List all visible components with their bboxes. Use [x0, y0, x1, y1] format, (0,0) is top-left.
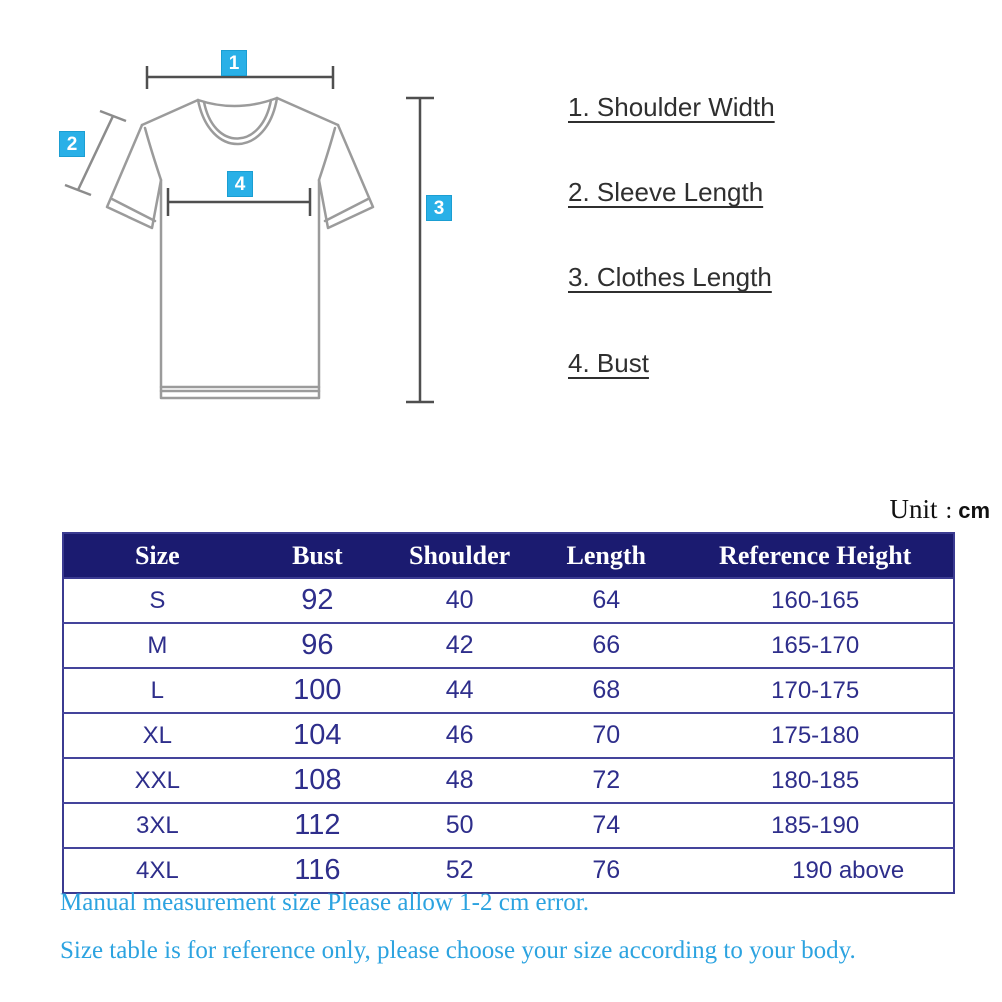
unit-separator: : — [945, 498, 953, 524]
cell-bust: 96 — [251, 623, 384, 668]
tshirt-outline — [107, 98, 373, 398]
unit-label — [740, 494, 990, 525]
header-length: Length — [566, 540, 646, 570]
measure-line-clothes-length — [406, 98, 434, 402]
cell-shoulder: 44 — [384, 668, 535, 713]
cell-height: 160-165 — [677, 578, 954, 623]
measure-badge-3: 3 — [426, 195, 452, 221]
cell-height: 180-185 — [677, 758, 954, 803]
header-size: Size — [134, 540, 180, 570]
cell-height: 190 above — [710, 848, 987, 893]
cell-bust: 92 — [251, 578, 384, 623]
cell-bust: 100 — [251, 668, 384, 713]
header-reference-height: Reference Height — [719, 540, 912, 570]
cell-height: 170-175 — [677, 668, 954, 713]
cell-length: 66 — [535, 623, 677, 668]
note-measurement-error: Manual measurement size Please allow 1-2 cm error. — [60, 889, 589, 916]
measure-badge-1: 1 — [221, 50, 247, 76]
header-shoulder: Shoulder — [409, 540, 511, 570]
cell-shoulder: 48 — [384, 758, 535, 803]
cell-shoulder: 52 — [384, 848, 535, 893]
legend-shoulder-width: 1. Shoulder Width — [568, 92, 775, 122]
unit-value: cm — [958, 498, 990, 523]
cell-height: 185-190 — [677, 803, 954, 848]
size-table — [62, 532, 955, 894]
measure-badge-2: 2 — [59, 131, 85, 157]
cell-bust: 104 — [251, 713, 384, 758]
cell-length: 74 — [535, 803, 677, 848]
cell-size: 3XL — [63, 803, 251, 848]
size-table-header — [63, 533, 954, 578]
table-row — [63, 668, 954, 713]
cell-length: 76 — [535, 848, 677, 893]
table-row — [63, 623, 954, 668]
cell-bust: 116 — [251, 848, 384, 893]
cell-size: S — [63, 578, 251, 623]
measure-badge-4: 4 — [227, 171, 253, 197]
note-reference-only: Size table is for reference only, please choose your size according to your body. — [60, 937, 856, 964]
cell-size: 4XL — [63, 848, 251, 893]
cell-shoulder: 50 — [384, 803, 535, 848]
cell-length: 70 — [535, 713, 677, 758]
unit-word: Unit — [889, 494, 938, 524]
size-table-body — [63, 578, 954, 893]
cell-length: 68 — [535, 668, 677, 713]
table-row — [63, 803, 954, 848]
header-row — [63, 533, 954, 578]
cell-bust: 112 — [251, 803, 384, 848]
cell-size: XL — [63, 713, 251, 758]
cell-height: 175-180 — [677, 713, 954, 758]
cell-height: 165-170 — [677, 623, 954, 668]
header-bust: Bust — [292, 540, 343, 570]
cell-length: 64 — [535, 578, 677, 623]
table-row — [63, 578, 954, 623]
cell-size: XXL — [63, 758, 251, 803]
cell-length: 72 — [535, 758, 677, 803]
table-row — [63, 713, 954, 758]
cell-bust: 108 — [251, 758, 384, 803]
cell-shoulder: 40 — [384, 578, 535, 623]
legend-clothes-length: 3. Clothes Length — [568, 262, 772, 292]
table-row — [63, 848, 954, 893]
cell-size: M — [63, 623, 251, 668]
cell-shoulder: 42 — [384, 623, 535, 668]
legend-bust: 4. Bust — [568, 348, 649, 378]
table-row — [63, 758, 954, 803]
legend-sleeve-length: 2. Sleeve Length — [568, 177, 764, 207]
cell-shoulder: 46 — [384, 713, 535, 758]
cell-size: L — [63, 668, 251, 713]
